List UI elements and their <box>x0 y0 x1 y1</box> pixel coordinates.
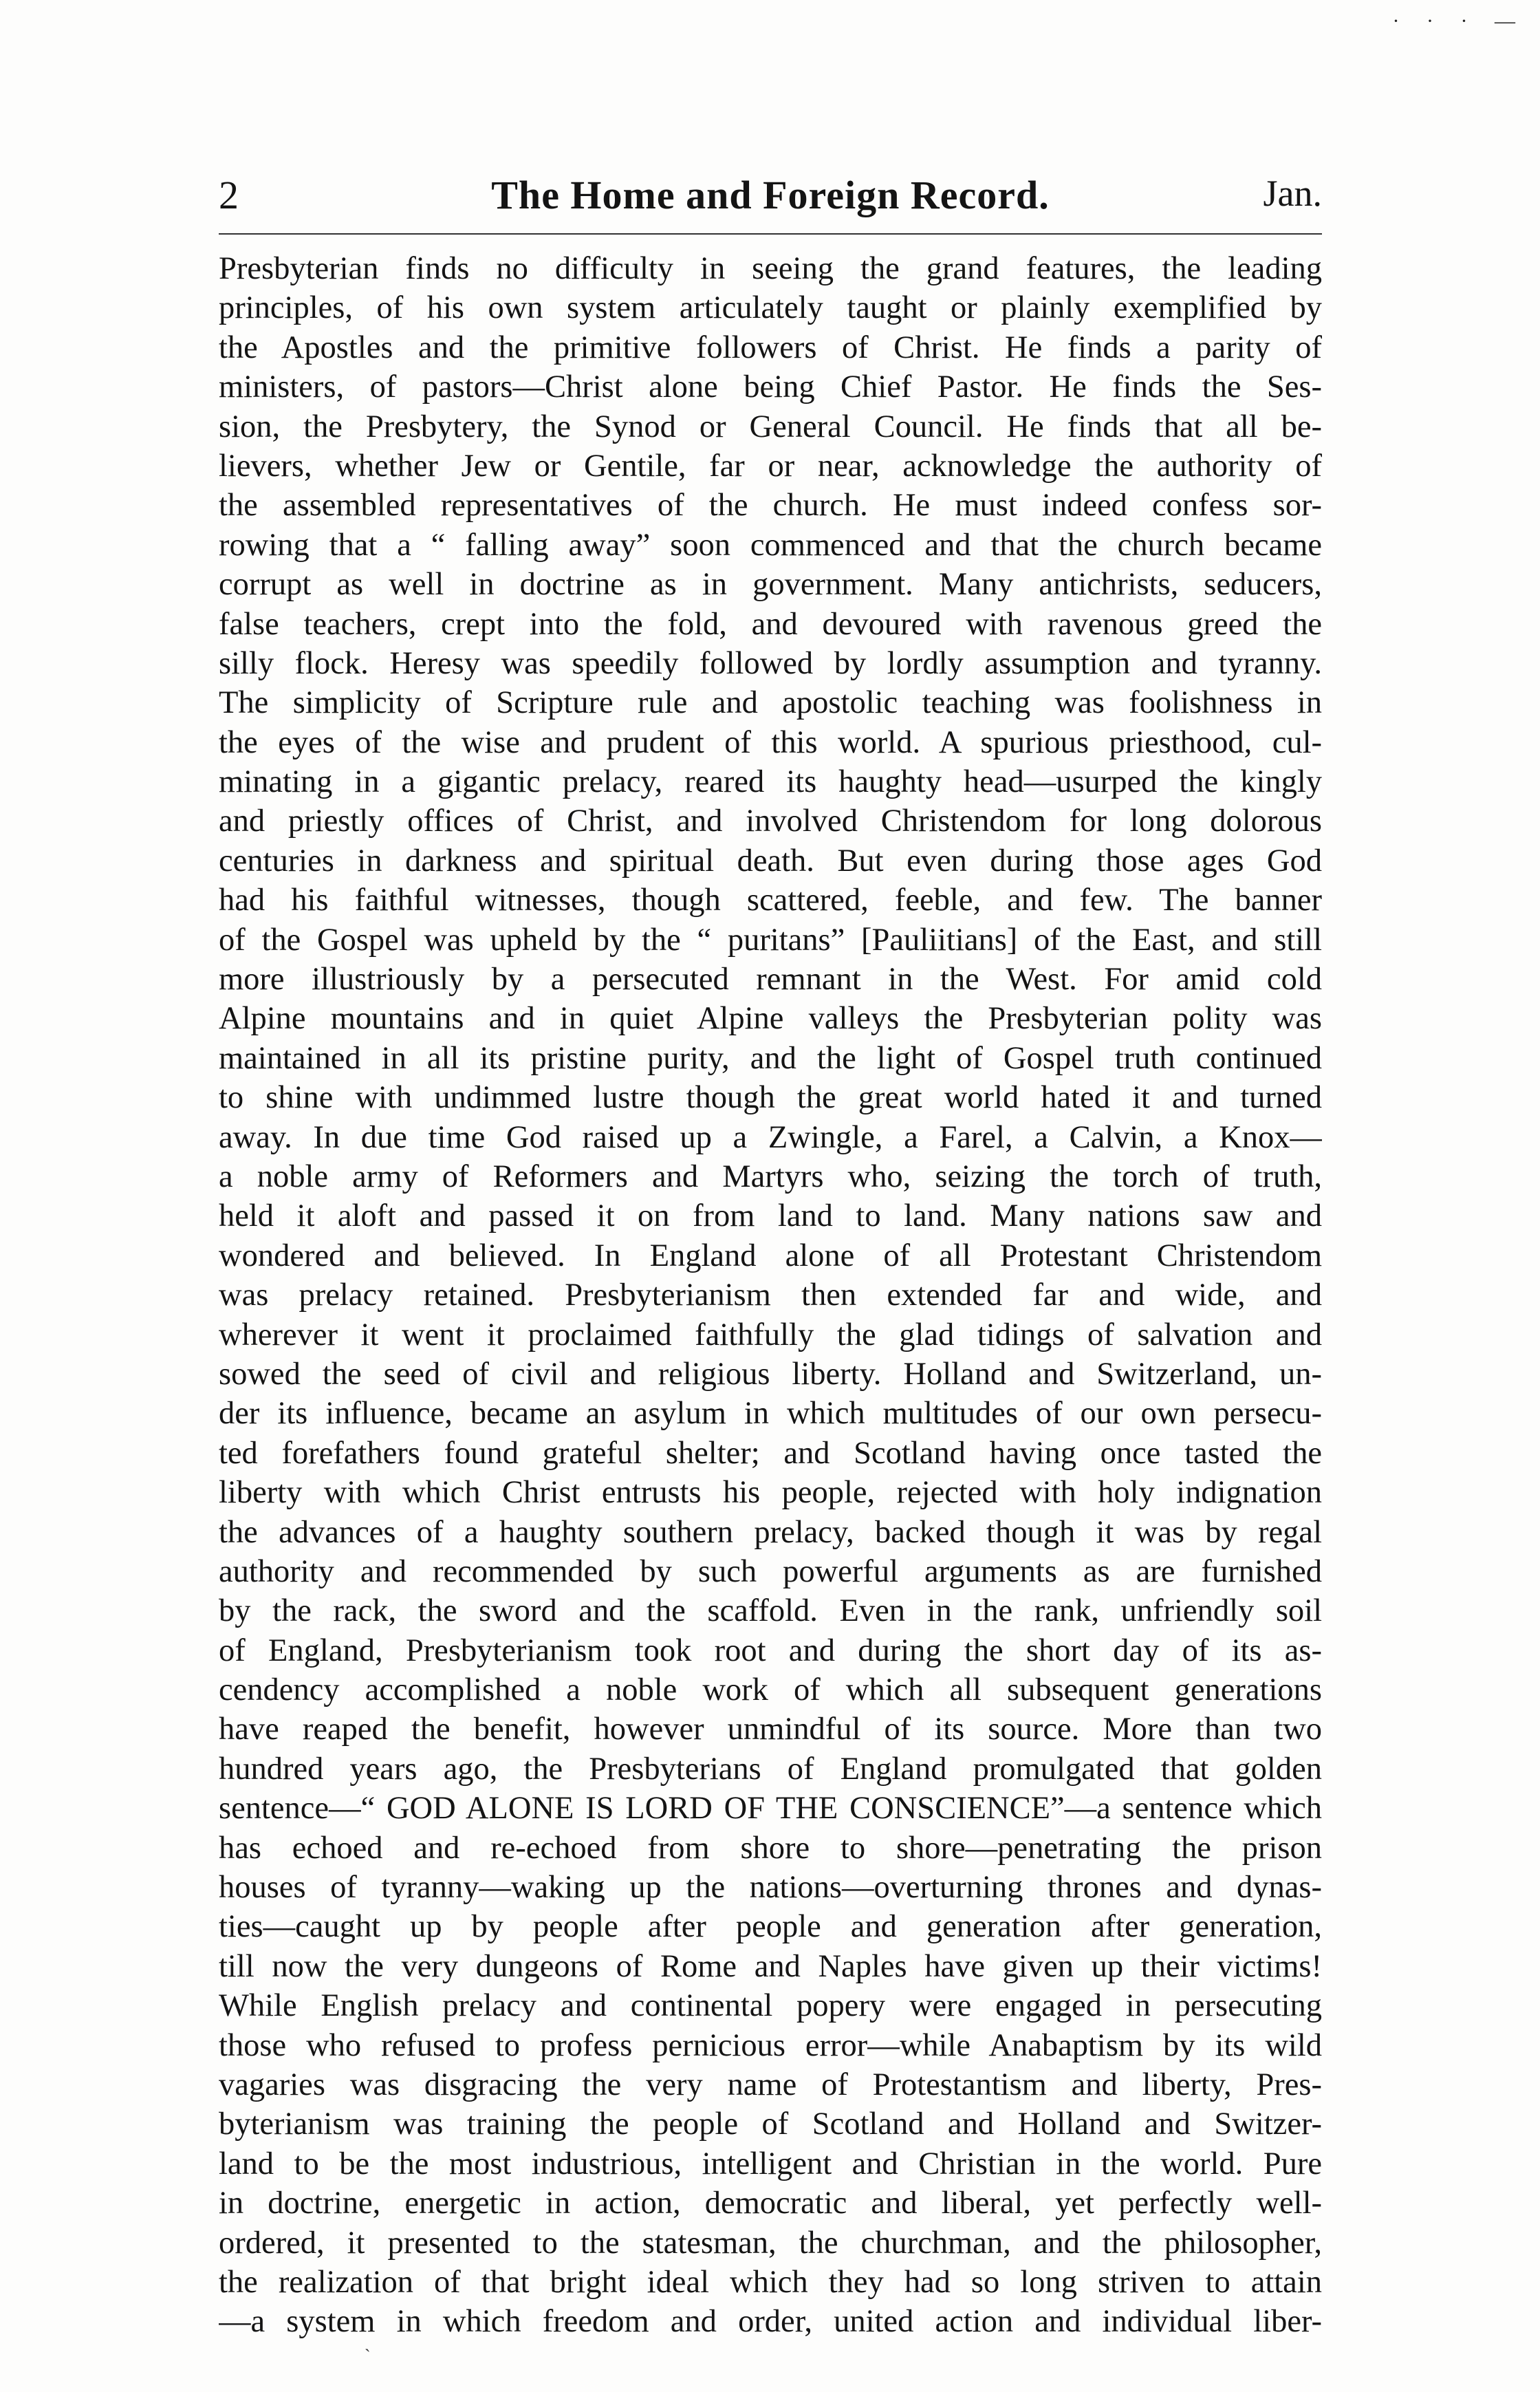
text-line: those who refused to profess pernicious error—while Anabaptism by its wild <box>219 2027 1322 2063</box>
text-line: centuries in darkness and spiritual death. But even during those ages God <box>219 843 1322 879</box>
text-line: corrupt as well in doctrine as in government. Many antichrists, seducers, <box>219 567 1322 603</box>
text-line: sowed the seed of civil and religious liberty. Holland and Switzerland, un- <box>219 1356 1322 1392</box>
issue-month: Jan. <box>1263 173 1322 214</box>
text-line: held it aloft and passed it on from land to land. Many nations saw and <box>219 1198 1322 1234</box>
text-line: false teachers, crept into the fold, and devoured with ravenous greed the <box>219 606 1322 642</box>
text-line: ordered, it presented to the statesman, the churchman, and the philosopher, <box>219 2225 1322 2261</box>
text-line: till now the very dungeons of Rome and Naples have given up their victims! <box>219 1948 1322 1984</box>
corner-scan-marks: · · · — <box>1392 10 1526 32</box>
text-line: the realization of that bright ideal which they had so long striven to attain <box>219 2264 1322 2300</box>
running-title: The Home and Foreign Record. <box>491 173 1050 217</box>
text-line: —a system in which freedom and order, united action and individual liber- <box>219 2304 1322 2340</box>
text-line: the eyes of the wise and prudent of this world. A spurious priesthood, cul- <box>219 724 1322 760</box>
text-line: houses of tyranny—waking up the nations—overturning thrones and dynas- <box>219 1870 1322 1906</box>
text-line: was prelacy retained. Presbyterianism then extended far and wide, and <box>219 1278 1322 1313</box>
text-line: principles, of his own system articulately taught or plainly exemplified by <box>219 290 1322 326</box>
text-line: had his faithful witnesses, though scattered, feeble, and few. The banner <box>219 883 1322 918</box>
text-line: Alpine mountains and in quiet Alpine valleys the Presbyterian polity was <box>219 1001 1322 1037</box>
header-rule <box>219 233 1322 235</box>
text-line: authority and recommended by such powerful arguments as are furnished <box>219 1553 1322 1589</box>
page-header <box>219 172 1322 222</box>
text-line: sentence—“ GOD ALONE IS LORD OF THE CONSCIENCE”—a sentence which <box>219 1791 1322 1827</box>
text-line: in doctrine, energetic in action, democratic and liberal, yet perfectly well- <box>219 2186 1322 2221</box>
text-line: land to be the most industrious, intelligent and Christian in the world. Pure <box>219 2146 1322 2181</box>
text-line: hundred years ago, the Presbyterians of England promulgated that golden <box>219 1751 1322 1787</box>
text-line: cendency accomplished a noble work of which all subsequent generations <box>219 1672 1322 1708</box>
text-line: a noble army of Reformers and Martyrs who, seizing the torch of truth, <box>219 1159 1322 1194</box>
text-line: of England, Presbyterianism took root and during the short day of its as- <box>219 1633 1322 1668</box>
text-line: the assembled representatives of the church. He must indeed confess sor- <box>219 488 1322 524</box>
text-line: The simplicity of Scripture rule and apostolic teaching was foolishness in <box>219 685 1322 721</box>
scan-speck: ` <box>365 2346 371 2366</box>
text-line: by the rack, the sword and the scaffold. Even in the rank, unfriendly soil <box>219 1593 1322 1629</box>
text-line: wondered and believed. In England alone of all Protestant Christendom <box>219 1238 1322 1273</box>
text-line: the advances of a haughty southern prelacy, backed though it was by regal <box>219 1514 1322 1550</box>
text-line: liberty with which Christ entrusts his people, rejected with holy indignation <box>219 1475 1322 1511</box>
page-number: 2 <box>219 173 239 217</box>
text-line: minating in a gigantic prelacy, reared its haughty head—usurped the kingly <box>219 764 1322 800</box>
text-line: away. In due time God raised up a Zwingle, a Farel, a Calvin, a Knox— <box>219 1119 1322 1155</box>
text-line: While English prelacy and continental popery were engaged in persecuting <box>219 1988 1322 2024</box>
text-line: wherever it went it proclaimed faithfully the glad tidings of salvation and <box>219 1317 1322 1353</box>
text-line: rowing that a “ falling away” soon commenced and that the church became <box>219 527 1322 563</box>
text-line: ties—caught up by people after people and generation after generation, <box>219 1909 1322 1945</box>
text-line: and priestly offices of Christ, and involved Christendom for long dolorous <box>219 804 1322 839</box>
text-line: vagaries was disgracing the very name of Protestantism and liberty, Pres- <box>219 2067 1322 2102</box>
text-line: byterianism was training the people of Scotland and Holland and Switzer- <box>219 2107 1322 2142</box>
text-line: of the Gospel was upheld by the “ puritans” [Pauliitians] of the East, and still <box>219 922 1322 958</box>
text-line: Presbyterian finds no difficulty in seeing the grand features, the leading <box>219 251 1322 286</box>
text-line: ted forefathers found grateful shelter; and Scotland having once tasted the <box>219 1435 1322 1471</box>
text-line: ministers, of pastors—Christ alone being Chief Pastor. He finds the Ses- <box>219 369 1322 405</box>
text-line: lievers, whether Jew or Gentile, far or near, acknowledge the authority of <box>219 448 1322 484</box>
text-line: sion, the Presbytery, the Synod or General Council. He finds that all be- <box>219 409 1322 444</box>
text-line: der its influence, became an asylum in which multitudes of our own persecu- <box>219 1396 1322 1432</box>
text-line: has echoed and re-echoed from shore to shore—penetrating the prison <box>219 1830 1322 1866</box>
text-line: the Apostles and the primitive followers of Christ. He finds a parity of <box>219 330 1322 365</box>
text-line: have reaped the benefit, however unmindful of its source. More than two <box>219 1712 1322 1747</box>
text-line: to shine with undimmed lustre though the great world hated it and turned <box>219 1080 1322 1116</box>
text-line: silly flock. Heresy was speedily followed by lordly assumption and tyranny. <box>219 645 1322 681</box>
text-line: more illustriously by a persecuted remnant in the West. For amid cold <box>219 962 1322 998</box>
text-line: maintained in all its pristine purity, and the light of Gospel truth continued <box>219 1040 1322 1076</box>
body-text <box>219 249 1322 2342</box>
